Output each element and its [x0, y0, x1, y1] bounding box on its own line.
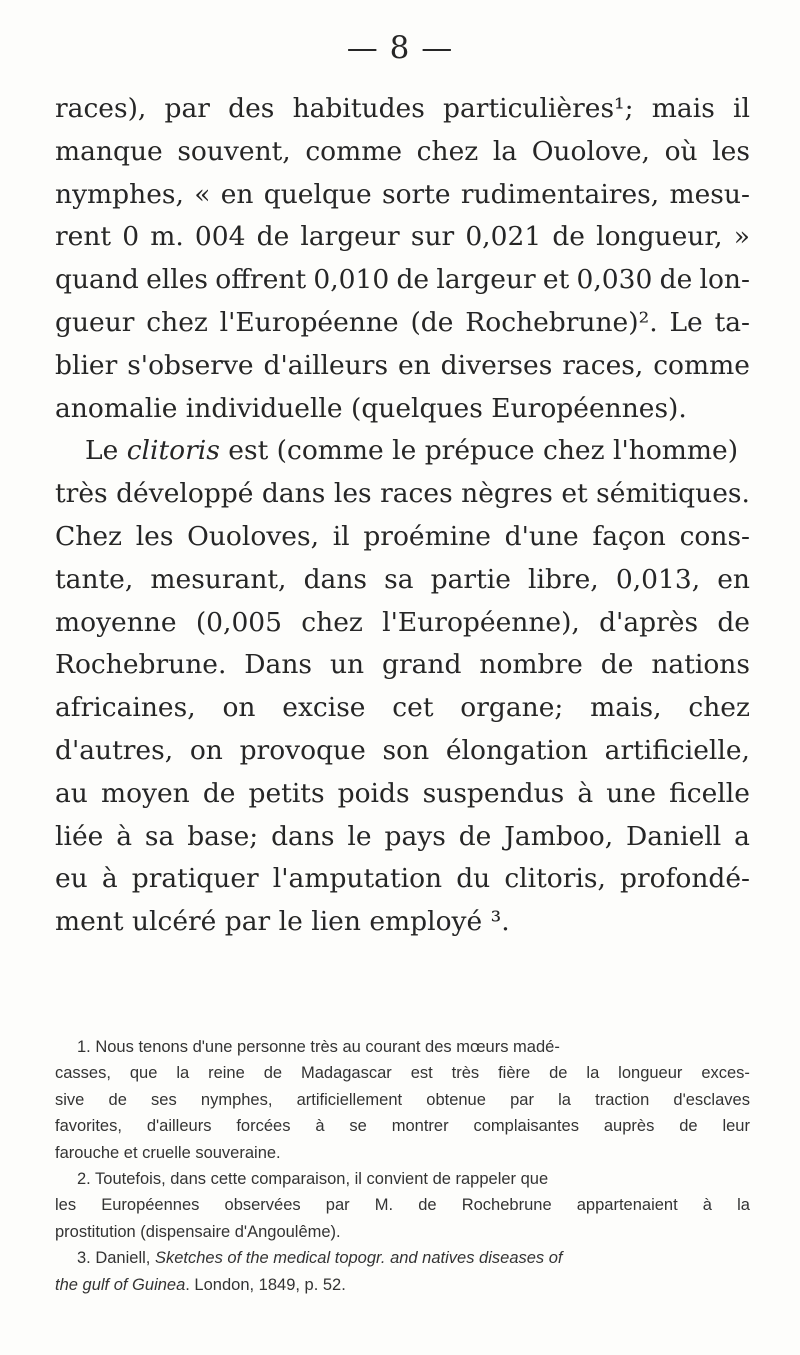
word: par: [510, 1090, 534, 1109]
word: comme: [305, 135, 403, 167]
word: pratiquer: [131, 863, 259, 895]
word: Européennes: [101, 1196, 200, 1215]
word: à: [101, 863, 118, 895]
word: Rochebrune: [461, 1196, 552, 1215]
footnote-line: [55, 1113, 750, 1139]
word: moyen: [100, 777, 190, 809]
word: la: [176, 1064, 190, 1083]
footnote-line: 1. Nous tenons d'une personne très au courant des mœurs madé-: [77, 1038, 560, 1056]
word: que: [129, 1064, 158, 1083]
word: artificiellement: [296, 1090, 403, 1109]
word: Rochebrune)².: [465, 306, 658, 338]
word: l'Européenne),: [382, 606, 580, 638]
text-line: [55, 259, 750, 302]
word: de: [418, 1196, 437, 1215]
word: de: [202, 777, 236, 809]
word: moyenne: [55, 606, 177, 638]
word: façon: [592, 520, 666, 552]
word: nymphes,: [55, 178, 184, 210]
text-line: [55, 773, 750, 816]
text-line: [55, 473, 750, 516]
word: chez: [301, 606, 363, 638]
italic-citation: Sketches of the medical topogr. and natives diseases of: [154, 1249, 563, 1268]
word: suspendus: [422, 777, 565, 809]
word: eu: [55, 863, 88, 895]
word: »: [733, 221, 750, 253]
word: cons-: [679, 520, 750, 552]
word: profondé-: [619, 863, 750, 895]
word: de: [549, 1064, 568, 1083]
word: d'autres,: [55, 734, 174, 766]
word: proémine: [363, 520, 491, 552]
text-line: [55, 131, 750, 174]
word: provoque: [239, 734, 366, 766]
word: d'esclaves: [673, 1090, 750, 1109]
word: Daniell: [626, 820, 722, 852]
footnote-line: 2. Toutefois, dans cette comparaison, il convient de rappeler que: [77, 1170, 549, 1189]
word: nations: [651, 649, 750, 681]
word: 0: [122, 221, 140, 253]
word: la: [586, 1064, 600, 1083]
word: Ouolove,: [531, 135, 650, 167]
word: souvent,: [177, 135, 291, 167]
page-number: — 8 —: [346, 30, 454, 66]
word: de: [263, 1064, 283, 1083]
word: où: [664, 135, 698, 167]
word: de: [256, 221, 290, 253]
word: de: [600, 649, 634, 681]
word: 0,021: [465, 221, 542, 253]
word: dans: [303, 563, 368, 595]
word: reine: [208, 1064, 245, 1083]
word: l'Européenne: [219, 306, 399, 338]
word: et: [561, 478, 588, 510]
word: chez: [688, 692, 750, 724]
word: les: [135, 520, 174, 552]
text-line: anomalie individuelle (quelques Européennes).: [55, 392, 687, 424]
word: on: [222, 692, 256, 724]
text-line: [55, 730, 750, 773]
word: sa: [384, 563, 414, 595]
word: en: [717, 563, 750, 595]
word: s'observe: [127, 349, 254, 381]
word: quelque: [263, 178, 372, 210]
word: mesu-: [669, 178, 750, 210]
word: Dans: [244, 649, 313, 681]
word: casses,: [55, 1064, 111, 1083]
word: en: [220, 178, 254, 210]
word: exces-: [701, 1064, 750, 1083]
word: africaines,: [55, 692, 196, 724]
word: tante,: [55, 563, 134, 595]
word: libre,: [528, 563, 599, 595]
italic-term: clitoris: [126, 435, 220, 467]
word: à: [702, 1196, 712, 1215]
word: leur: [722, 1117, 750, 1136]
word: Jamboo,: [504, 820, 614, 852]
word: les: [55, 1196, 77, 1215]
word: traction: [595, 1090, 650, 1109]
word: ta-: [714, 306, 750, 338]
word: le: [347, 820, 372, 852]
text-line: [55, 216, 750, 259]
word: poids: [337, 777, 410, 809]
word: nombre: [479, 649, 583, 681]
word: pays: [384, 820, 446, 852]
word: largeur: [436, 264, 536, 296]
word: chez: [146, 306, 208, 338]
word: obtenue: [426, 1090, 486, 1109]
word: Rochebrune.: [55, 649, 227, 681]
word: de: [108, 1090, 127, 1109]
word: les: [333, 478, 372, 510]
word: de: [679, 1117, 698, 1136]
word: offrent: [215, 264, 307, 296]
word: manque: [55, 135, 163, 167]
word: fière: [498, 1064, 531, 1083]
word: petits: [248, 777, 325, 809]
word: sa: [144, 820, 175, 852]
word: ficelle: [669, 777, 750, 809]
text-line: [55, 88, 750, 131]
word: il: [732, 93, 750, 124]
footnote-line: [55, 1087, 750, 1113]
footnote-line: farouche et cruelle souveraine.: [55, 1143, 281, 1162]
word: 004: [194, 221, 246, 253]
word: ses: [151, 1090, 177, 1109]
word: organe;: [460, 692, 564, 724]
word: par: [325, 1196, 350, 1215]
word: races,: [562, 349, 644, 381]
word: de: [396, 264, 430, 296]
word: la: [558, 1090, 571, 1109]
word: base;: [187, 820, 259, 852]
word: à: [315, 1117, 325, 1136]
word: partie: [430, 563, 511, 595]
text-fragment: est (comme le prépuce chez l'homme): [219, 435, 739, 467]
word: dans: [271, 820, 335, 852]
word: mais,: [590, 692, 662, 724]
word: gueur: [55, 306, 135, 338]
word: développé: [116, 478, 254, 510]
text-fragment: Le: [85, 435, 127, 467]
word: d'après: [599, 606, 699, 638]
word: dans: [261, 478, 326, 510]
word: races),: [55, 93, 147, 124]
text-line: [55, 559, 750, 602]
text-line: [55, 644, 750, 687]
word: à: [577, 777, 594, 809]
word: longueur: [618, 1064, 683, 1083]
word: à: [116, 820, 133, 852]
word: élongation: [445, 734, 588, 766]
word: l'amputation: [272, 863, 443, 895]
italic-citation: the gulf of Guinea: [55, 1275, 186, 1294]
word: blier: [55, 349, 118, 381]
word: favorites,: [55, 1117, 122, 1136]
word: M.: [374, 1196, 394, 1215]
text-line: [55, 602, 750, 645]
word: mesurant,: [150, 563, 287, 595]
word: et: [542, 264, 570, 296]
word: en: [397, 349, 431, 381]
word: très: [55, 478, 108, 510]
word: rent: [55, 221, 112, 253]
word: (0,005: [195, 606, 283, 638]
word: les: [712, 135, 750, 167]
footnote-line: prostitution (dispensaire d'Angoulême).: [55, 1222, 341, 1241]
word: m.: [150, 221, 184, 253]
word: «: [194, 178, 211, 210]
word: au: [55, 777, 88, 809]
word: races: [380, 478, 453, 510]
word: Madagascar: [300, 1064, 392, 1083]
word: d'ailleurs: [146, 1117, 212, 1136]
footnote-line: [55, 1192, 750, 1218]
word: 0,010: [313, 264, 390, 296]
word: 0,030: [576, 264, 653, 296]
text-line: [55, 174, 750, 217]
word: sémitiques.: [596, 478, 750, 510]
word: il: [332, 520, 350, 552]
text-line: [55, 516, 750, 559]
word: quand: [55, 264, 139, 296]
footnote-line: [55, 1272, 750, 1298]
word: son: [382, 734, 430, 766]
text-fragment: . London, 1849, p. 52.: [185, 1275, 346, 1294]
word: par: [164, 93, 210, 124]
footnotes: [55, 1034, 750, 1298]
word: est: [410, 1064, 433, 1083]
word: mais: [651, 93, 715, 124]
word: nymphes,: [200, 1090, 273, 1109]
word: d'une: [504, 520, 579, 552]
word: clitoris,: [504, 863, 606, 895]
body-text: [55, 88, 750, 944]
word: montrer: [391, 1117, 449, 1136]
word: elles: [146, 264, 209, 296]
word: des: [228, 93, 275, 124]
word: sive: [55, 1090, 85, 1109]
word: se: [349, 1117, 367, 1136]
text-line: [55, 345, 750, 388]
word: Ouoloves,: [187, 520, 319, 552]
word: sur: [410, 221, 455, 253]
text-fragment: 3. Daniell,: [77, 1249, 155, 1268]
word: excise: [282, 692, 366, 724]
word: forcées: [236, 1117, 291, 1136]
footnote-line: [55, 1245, 750, 1271]
word: la: [492, 135, 518, 167]
word: on: [189, 734, 223, 766]
text-line: [55, 858, 750, 901]
word: habitudes: [292, 93, 425, 124]
word: un: [329, 649, 365, 681]
word: longueur,: [596, 221, 723, 253]
footnote-line: [55, 1060, 750, 1086]
word: auprès: [603, 1117, 655, 1136]
text-line: [55, 687, 750, 730]
text-line: [55, 302, 750, 345]
word: la: [737, 1196, 750, 1215]
word: d'ailleurs: [263, 349, 389, 381]
word: (de: [410, 306, 454, 338]
word: sorte: [381, 178, 451, 210]
word: largeur: [300, 221, 400, 253]
word: de: [659, 264, 693, 296]
word: de: [552, 221, 585, 253]
word: lon-: [699, 264, 750, 296]
text-line: ment ulcéré par le lien employé ³.: [55, 906, 510, 938]
word: grand: [382, 649, 462, 681]
word: complaisantes: [473, 1117, 579, 1136]
word: artificielle,: [604, 734, 750, 766]
text-line: [55, 816, 750, 859]
word: une: [606, 777, 657, 809]
word: Le: [669, 306, 703, 338]
word: cet: [392, 692, 434, 724]
word: nègres: [461, 478, 553, 510]
word: appartenaient: [576, 1196, 678, 1215]
word: particulières¹;: [443, 93, 634, 124]
word: diverses: [440, 349, 553, 381]
word: du: [456, 863, 491, 895]
word: rudimentaires,: [460, 178, 660, 210]
word: de: [458, 820, 492, 852]
word: de: [717, 606, 750, 638]
word: a: [734, 820, 750, 852]
word: chez: [416, 135, 479, 167]
word: liée: [55, 820, 104, 852]
text-line-paragraph-start: [55, 430, 750, 473]
word: très: [451, 1064, 480, 1083]
word: 0,013,: [615, 563, 701, 595]
word: observées: [224, 1196, 301, 1215]
word: comme: [653, 349, 750, 381]
word: Chez: [55, 520, 122, 552]
